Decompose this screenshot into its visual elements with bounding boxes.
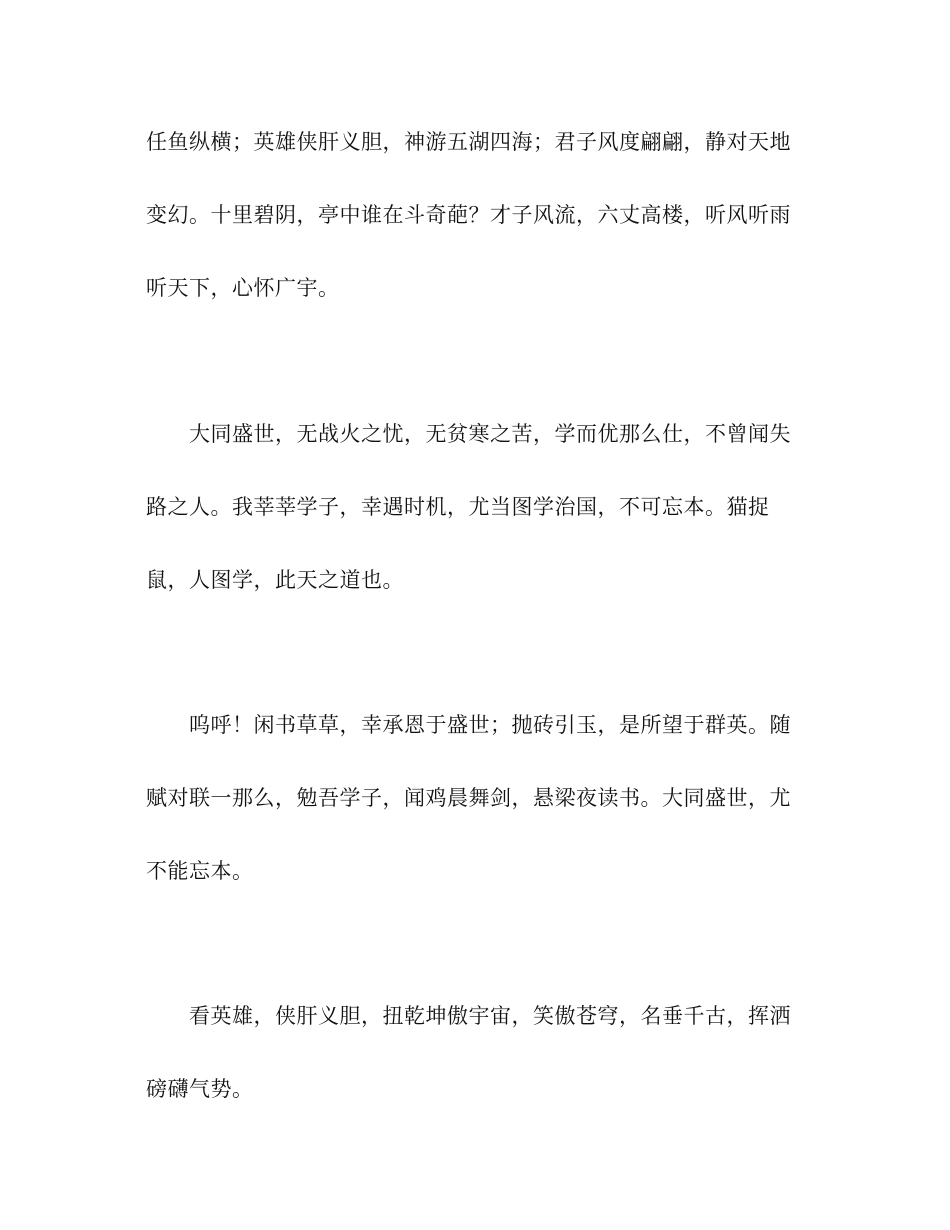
text-line: 听天下，心怀广宇。 [146, 276, 340, 300]
text-line: 磅礴气势。 [146, 1077, 254, 1101]
text-line: 看英雄，侠肝义胆，扭乾坤傲宇宙，笑傲苍穹，名垂千古，挥洒 [189, 1004, 791, 1028]
text-line: 任鱼纵横；英雄侠肝义胆，神游五湖四海；君子风度翩翩，静对天地 [146, 130, 791, 154]
text-line: 变幻。十里碧阴，亭中谁在斗奇葩？才子风流，六丈高楼，听风听雨 [146, 203, 791, 227]
text-line: 赋对联一那么，勉吾学子，闻鸡晨舞剑，悬梁夜读书。大同盛世，尤 [146, 786, 791, 810]
text-line: 不能忘本。 [146, 859, 254, 883]
text-line: 路之人。我莘莘学子，幸遇时机，尤当图学治国，不可忘本。猫捉 [146, 495, 770, 519]
text-line: 大同盛世，无战火之忧，无贫寒之苦，学而优那么仕，不曾闻失 [189, 422, 791, 446]
text-line: 鼠，人图学，此天之道也。 [146, 568, 404, 592]
text-line: 呜呼！闲书草草，幸承恩于盛世；抛砖引玉，是所望于群英。随 [189, 713, 791, 737]
